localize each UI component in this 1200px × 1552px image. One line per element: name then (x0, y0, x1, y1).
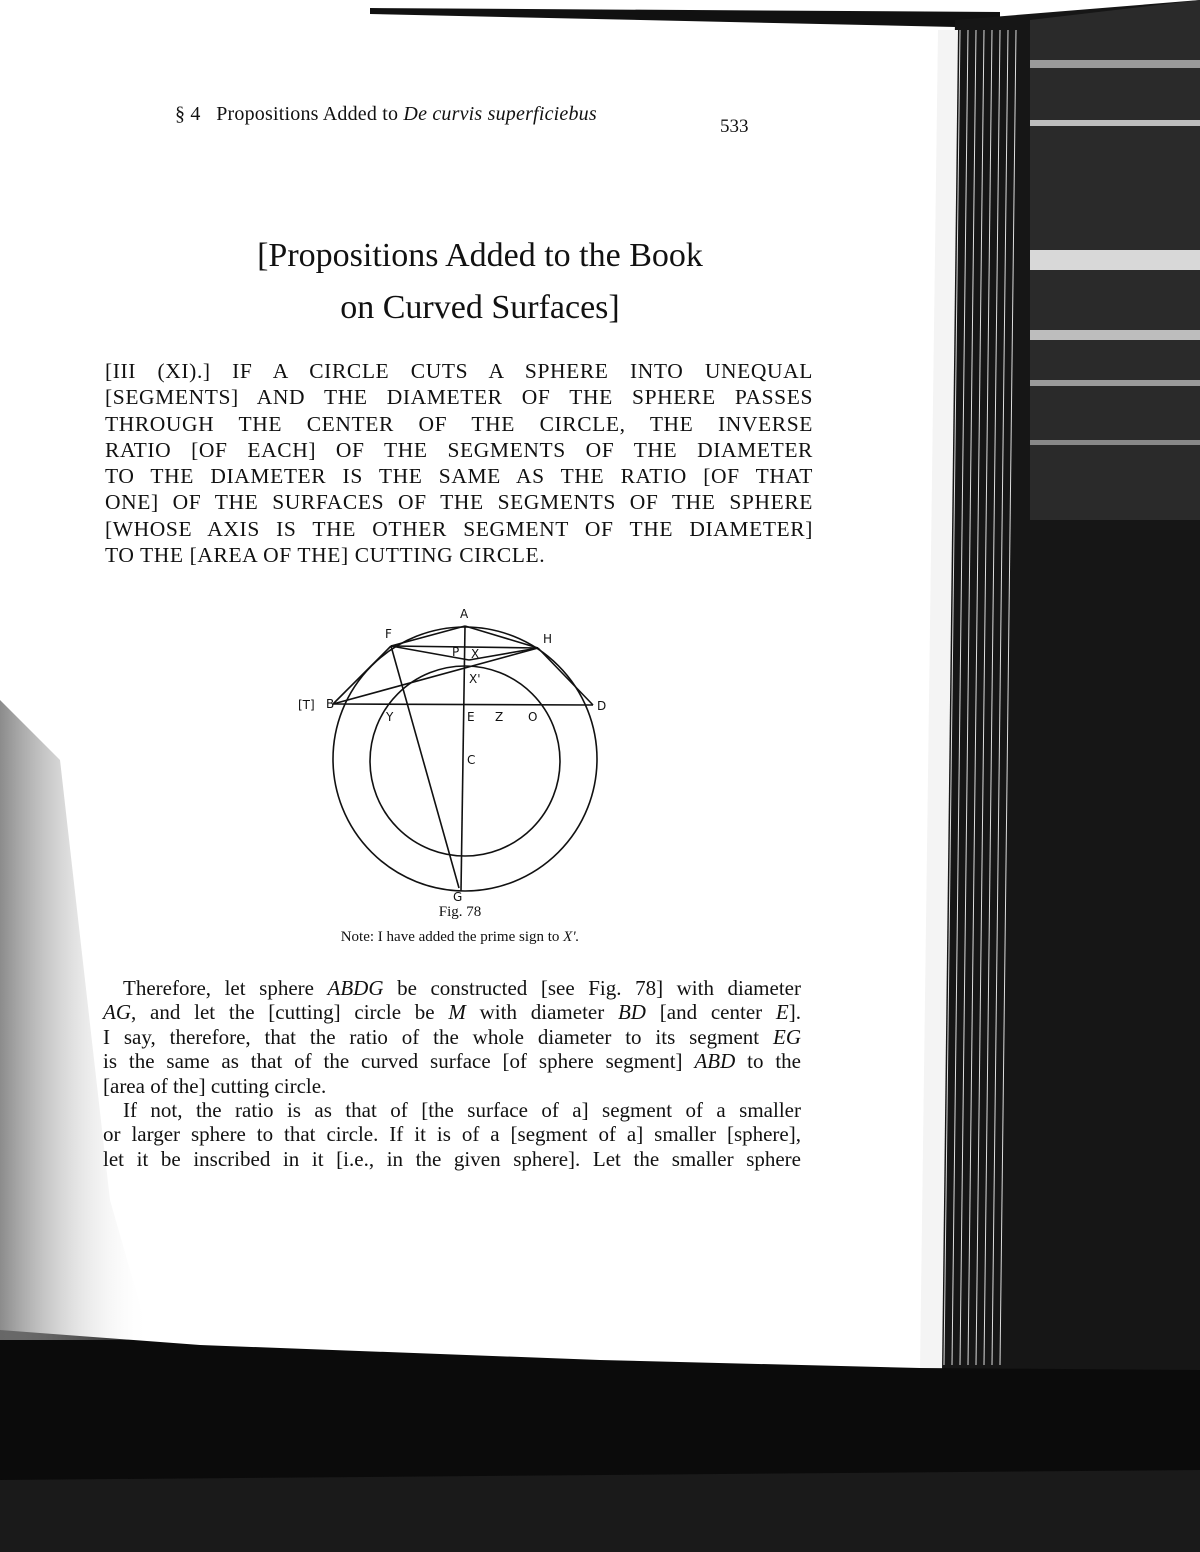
label-P: P (452, 645, 460, 659)
running-title: Propositions Added to (216, 103, 399, 125)
page-number: 533 (720, 116, 749, 137)
body-line: I say, therefore, that the ratio of the whole diameter to its segment EG (103, 1024, 801, 1049)
body-line: If not, the ratio is as that of [the surface of a] segment of a smaller (123, 1098, 801, 1123)
body-line: is the same as that of the curved surface [of sphere segment] ABD to the (103, 1049, 801, 1074)
chord-FH (391, 646, 538, 648)
label-Z: Z (495, 710, 504, 724)
label-D: D (597, 699, 607, 713)
segment-HD (538, 648, 593, 705)
running-title-italic: De curvis superficiebus (403, 103, 597, 125)
body-line: Therefore, let sphere ABDG be constructed [see Fig. 78] with diameter (123, 976, 801, 1000)
label-F: F (385, 627, 392, 641)
figure-caption: Fig. 78 (438, 904, 482, 920)
label-H: H (543, 632, 553, 646)
label-G: G (453, 890, 463, 904)
proposition-line: ONE] OF THE SURFACES OF THE SEGMENTS OF THE SPHERE (105, 490, 813, 515)
chord-BD (333, 704, 593, 705)
figure-note-symbol: X'. (563, 929, 580, 945)
segment-FA (391, 626, 465, 646)
body-line: AG, and let the [cutting] circle be M with diameter BD [and center E]. (103, 1000, 801, 1025)
section-number: § 4 (175, 103, 201, 125)
chapter-title-line-1: [Propositions Added to the Book (257, 237, 703, 274)
inner-circle (370, 666, 560, 856)
label-A: A (460, 607, 469, 621)
running-head (175, 103, 597, 126)
proposition-statement (105, 358, 813, 568)
segment-AH (465, 626, 538, 648)
label-O: O (528, 710, 538, 724)
chapter-title-line-2: on Curved Surfaces] (340, 289, 620, 326)
label-X: X (471, 647, 480, 661)
figure-note-text: Note: I have added the prime sign to (340, 929, 560, 945)
proposition-line: [SEGMENTS] AND THE DIAMETER OF THE SPHERE PASSES (105, 385, 813, 410)
body-text (103, 976, 801, 1171)
proposition-line: THROUGH THE CENTER OF THE CIRCLE, THE INVERSE (105, 411, 813, 436)
label-X-prime: X' (469, 672, 481, 686)
body-line: let it be inscribed in it [i.e., in the given sphere]. Let the smaller sphere (103, 1146, 801, 1171)
proposition-line: TO THE DIAMETER IS THE SAME AS THE RATIO [OF THAT (105, 464, 813, 489)
label-B: B (326, 697, 335, 711)
proposition-line: [WHOSE AXIS IS THE OTHER SEGMENT OF THE DIAMETER] (105, 516, 813, 541)
body-line: or larger sphere to that circle. If it is of a [segment of a] smaller [sphere], (103, 1122, 801, 1147)
body-line: [area of the] cutting circle. (103, 1073, 327, 1098)
label-C: C (467, 753, 476, 767)
label-E: E (467, 710, 475, 724)
geometry-figure (280, 595, 640, 905)
figure-note (260, 929, 660, 946)
proposition-line: TO THE [AREA OF THE] CUTTING CIRCLE. (105, 543, 546, 568)
proposition-line: RATIO [OF EACH] OF THE SEGMENTS OF THE DIAMETER (105, 437, 813, 462)
label-Y: Y (386, 710, 394, 724)
segment-FG (391, 646, 459, 888)
label-T: [T] (298, 698, 315, 712)
proposition-line: [III (XI).] IF A CIRCLE CUTS A SPHERE INTO UNEQUAL (105, 359, 813, 383)
